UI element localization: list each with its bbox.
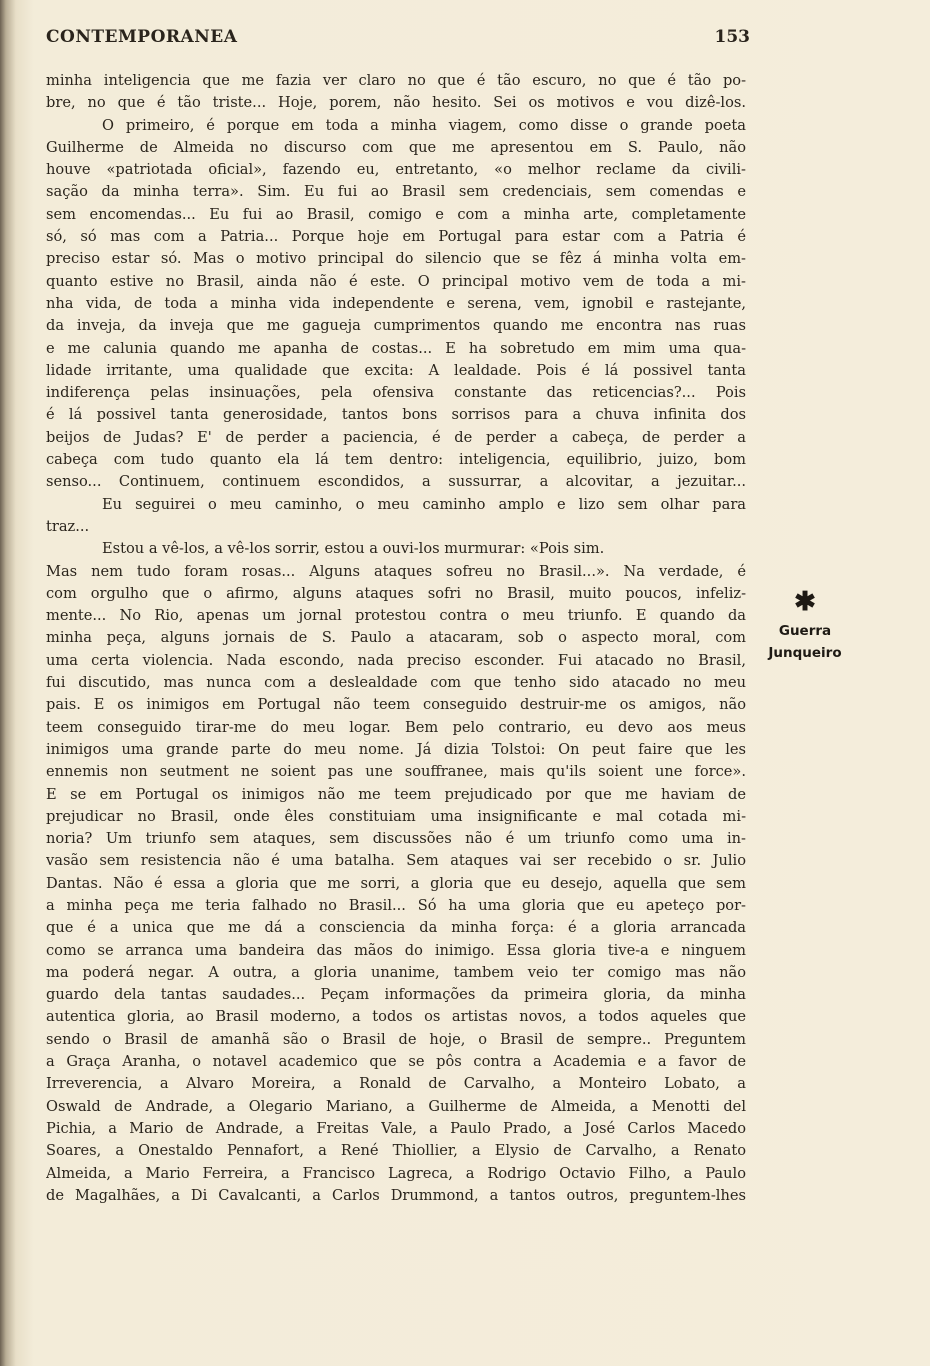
text-line: de Magalhães, a Di Cavalcanti, a Carlos Drummond, a tantos outros, preguntem-lhes bbox=[46, 1186, 746, 1204]
text-line: ma poderá negar. A outra, a gloria unanime, tambem veio ter comigo mas não bbox=[46, 963, 746, 981]
text-line: vasão sem resistencia não é uma batalha. Sem ataques vai ser recebido o sr. Julio bbox=[46, 852, 746, 870]
text-line: traz... bbox=[46, 517, 90, 535]
text-line: da inveja, da inveja que me gagueja cumprimentos quando me encontra nas ruas bbox=[46, 317, 746, 335]
text-line: beijos de Judas? E' de perder a paciencia, é de perder a cabeça, de perder a bbox=[46, 428, 746, 446]
text-line: indiferença pelas insinuações, pela ofensiva constante das reticencias?... Pois bbox=[46, 384, 746, 402]
text-line: minha peça, alguns jornais de S. Paulo a atacaram, sob o aspecto moral, com bbox=[46, 629, 746, 647]
text-line: Irreverencia, a Alvaro Moreira, a Ronald de Carvalho, a Monteiro Lobato, a bbox=[46, 1075, 746, 1093]
text-line: a Graça Aranha, o notavel academico que se pôs contra a Academia e a favor de bbox=[46, 1053, 746, 1071]
text-line: sem encomendas... Eu fui ao Brasil, comigo e com a minha arte, completamente bbox=[46, 205, 746, 223]
text-line: lidade irritante, uma qualidade que excita: A lealdade. Pois é lá possivel tanta bbox=[46, 361, 746, 379]
margin-note-line: Guerra bbox=[778, 623, 832, 639]
text-line: noria? Um triunfo sem ataques, sem discussões não é um triunfo como uma in- bbox=[46, 830, 746, 848]
text-line: houve «patriotada oficial», fazendo eu, entretanto, «o melhor reclame da civili- bbox=[46, 161, 746, 179]
text-line: Eu seguirei o meu caminho, o meu caminho amplo e lizo sem olhar para bbox=[102, 495, 746, 513]
text-line: e me calunia quando me apanha de costas... E ha sobretudo em mim uma qua- bbox=[46, 339, 746, 357]
text-line: inimigos uma grande parte do meu nome. Já dizia Tolstoi: On peut faire que les bbox=[46, 740, 746, 758]
text-line: Soares, a Onestaldo Pennafort, a René Thiollier, a Elysio de Carvalho, a Renato bbox=[46, 1142, 746, 1160]
text-line: minha inteligencia que me fazia ver claro no que é tão escuro, no que é tão po- bbox=[46, 72, 746, 89]
body-text bbox=[46, 70, 746, 1229]
text-line: com orgulho que o afirmo, alguns ataques sofri no Brasil, muito poucos, infeliz- bbox=[46, 584, 746, 602]
text-line: sendo o Brasil de amanhã são o Brasil de hoje, o Brasil de sempre.. Preguntem bbox=[46, 1030, 746, 1048]
text-line: cabeça com tudo quanto ela lá tem dentro: inteligencia, equilibrio, juizo, bom bbox=[46, 451, 746, 469]
text-line: nha vida, de toda a minha vida independente e serena, vem, ignobil e rastejante, bbox=[46, 294, 746, 312]
text-line: guardo dela tantas saudades... Peçam informações da primeira gloria, da minha bbox=[46, 986, 746, 1004]
page-number: 153 bbox=[714, 27, 750, 47]
running-header bbox=[46, 27, 750, 53]
text-line bbox=[46, 1207, 746, 1229]
text-line: como se arranca uma bandeira das mãos do inimigo. Essa gloria tive-a e ninguem bbox=[46, 941, 746, 959]
text-line: a minha peça me teria falhado no Brasil... Só ha uma gloria que eu apeteço por- bbox=[46, 896, 746, 914]
text-line: O primeiro, é porque em toda a minha viagem, como disse o grande poeta bbox=[102, 116, 746, 134]
text-line: teem conseguido tirar-me do meu logar. Bem pelo contrario, eu devo aos meus bbox=[46, 718, 746, 736]
text-line: que é a unica que me dá a consciencia da minha força: é a gloria arrancada bbox=[46, 919, 746, 937]
text-line: E se em Portugal os inimigos não me teem prejudicado por que me haviam de bbox=[46, 785, 746, 803]
text-line: senso... Continuem, continuem escondidos, a sussurrar, a alcovitar, a jezuitar... bbox=[46, 473, 746, 491]
text-line: Guilherme de Almeida no discurso com que me apresentou em S. Paulo, não bbox=[46, 138, 746, 156]
text-line: quanto estive no Brasil, ainda não é este. O principal motivo vem de toda a mi- bbox=[46, 272, 746, 290]
text-line: Pichia, a Mario de Andrade, a Freitas Vale, a Paulo Prado, a José Carlos Macedo bbox=[46, 1119, 746, 1137]
text-line: pais. E os inimigos em Portugal não teem conseguido destruir-me os amigos, não bbox=[46, 696, 746, 714]
text-line: prejudicar no Brasil, onde êles constituiam uma insignificante e mal cotada mi- bbox=[46, 807, 746, 825]
text-line: só, só mas com a Patria... Porque hoje em Portugal para estar com a Patria é bbox=[46, 228, 746, 246]
text-line: Estou a vê-los, a vê-los sorrir, estou a ouvi-los murmurar: «Pois sim. bbox=[102, 540, 605, 558]
text-line: fui discutido, mas nunca com a deslealdade com que tenho sido atacado no meu bbox=[46, 674, 746, 692]
text-line: mente... No Rio, apenas um jornal protestou contra o meu triunfo. E quando da bbox=[46, 607, 746, 625]
text-line: preciso estar só. Mas o motivo principal do silencio que se fêz á minha volta em- bbox=[46, 250, 746, 268]
text-line: autentica gloria, ao Brasil moderno, a todos os artistas novos, a todos aqueles que bbox=[46, 1008, 746, 1026]
text-line: ennemis non seutment ne soient pas une souffranee, mais qu'ils soient une force». bbox=[46, 763, 746, 781]
text-line: Dantas. Não é essa a gloria que me sorri, a gloria que eu desejo, aquella que sem bbox=[46, 874, 746, 892]
text-line: Mas nem tudo foram rosas... Alguns ataques sofreu no Brasil...». Na verdade, é bbox=[46, 562, 746, 580]
text-line: Almeida, a Mario Ferreira, a Francisco Lagreca, a Rodrigo Octavio Filho, a Paulo bbox=[46, 1164, 746, 1182]
journal-title: CONTEMPORANEA bbox=[46, 27, 238, 47]
text-line: uma certa violencia. Nada escondo, nada preciso esconder. Fui atacado no Brasil, bbox=[46, 651, 746, 669]
text-line: é lá possivel tanta generosidade, tantos bons sorrisos para a chuva infinita dos bbox=[46, 406, 746, 424]
text-line: sação da minha terra». Sim. Eu fui ao Brasil sem credenciais, sem comendas e bbox=[46, 183, 746, 201]
margin-note-line: Junqueiro bbox=[768, 645, 842, 661]
text-line: bre, no que é tão triste... Hoje, porem, não hesito. Sei os motivos e vou dizê-los. bbox=[46, 94, 746, 112]
text-line: Oswald de Andrade, a Olegario Mariano, a Guilherme de Almeida, a Menotti del bbox=[46, 1097, 746, 1115]
margin-note bbox=[760, 587, 850, 664]
asterisk-icon: ✱ bbox=[794, 587, 816, 617]
